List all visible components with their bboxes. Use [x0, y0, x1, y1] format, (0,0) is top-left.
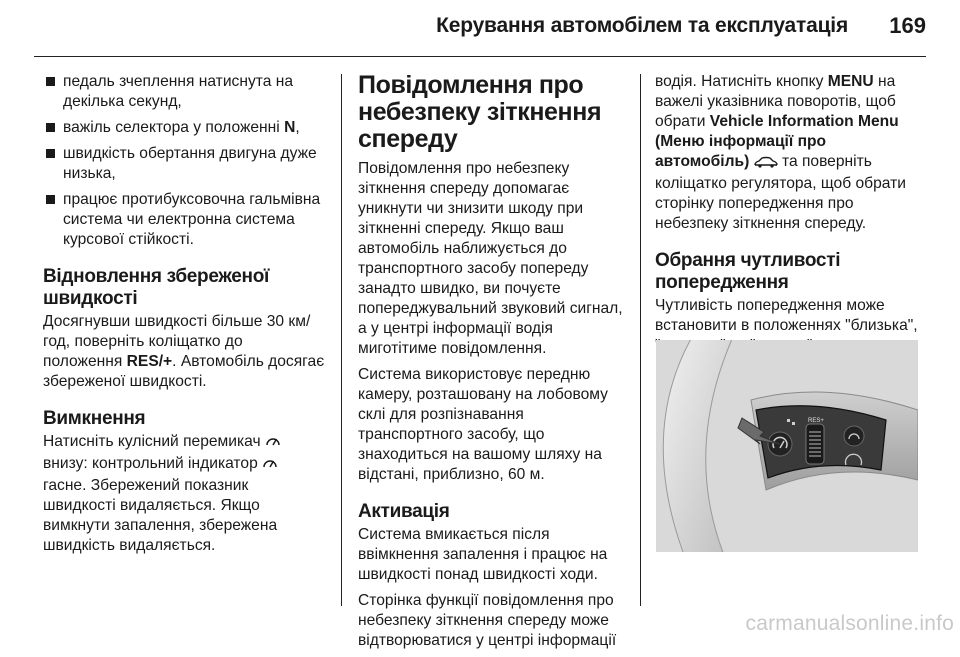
- paragraph: Повідомлення про небезпеку зіткнення спереду допомагає уникнути чи знизити шкоду при зіткненні спереду. Якщо ваш автомобіль наближується до транспортного засобу попереду занадто швидко, ви почуєте попереджувальний звуковий сигнал, а у центрі інформації водія миготітиме повідомлення.: [358, 160, 623, 357]
- wheel-button-label: RES+: [808, 418, 824, 424]
- list-item: педаль зчеплення натиснута на декілька секунд,: [43, 72, 325, 112]
- paragraph: Система вмикається після ввімкнення запалення і працює на швидкості понад швидкості ходи.: [358, 526, 608, 583]
- paragraph: Система використовує передню камеру, розташовану на лобовому склі для розпізнавання транспортного засобу, що знаходиться на вашому шляху на відстані, приблизно, 60 м.: [358, 366, 608, 483]
- section-title-resume: Відновлення збереженої швидкості: [43, 266, 270, 309]
- column-1: [43, 72, 325, 562]
- page-number: 169: [889, 13, 926, 38]
- paragraph: Досягнувши швидкості більше 30 км/год, поверніть коліщатко до положення RES/+. Автомобіль досягає збереженої швидкості.: [43, 313, 325, 390]
- steering-wheel-illustration: [656, 340, 918, 552]
- watermark: carmanualsonline.info: [745, 612, 954, 635]
- header-title: Керування автомобілем та експлуатація: [436, 14, 848, 37]
- vehicle-car-icon: [754, 154, 778, 174]
- section-title-off: Вимкнення: [43, 408, 146, 429]
- column-divider-2: [640, 74, 641, 606]
- cruise-control-icon: [265, 434, 281, 454]
- column-2: [358, 72, 628, 657]
- header-rule: [34, 56, 926, 57]
- section-title-fcw: Повідомлення про небезпеку зіткнення спереду: [358, 71, 602, 153]
- list-item: важіль селектора у положенні N,: [43, 118, 325, 138]
- paragraph: Чутливість попередження може встановити в положеннях "близька",: [655, 297, 918, 334]
- list-item: працює протибуксовочна гальмівна система чи електронна система курсової стійкості.: [43, 190, 325, 250]
- paragraph: водія. Натисніть кнопку MENU на важелі указівника поворотів, щоб обрати Vehicle Information Menu (Меню інформації про автомобіль) та поверніть коліщатко регулятора, щоб обрати сторінку попередження про небезпеку зіткнення спереду.: [655, 73, 906, 232]
- cruise-control-icon: [262, 456, 278, 476]
- paragraph: Натисніть кулісний перемикач внизу: контрольний індикатор гасне. Збережений показник швидкості видаляється. Якщо вимкнути запалення, збережена швидкість видаляється.: [43, 432, 325, 556]
- column-3: [655, 72, 923, 362]
- section-title-sensitivity: Обрання чутливості попередження: [655, 250, 841, 293]
- paragraph: Сторінка функції повідомлення про небезпеку зіткнення спереду може відтворюватися у центрі інформації: [358, 592, 617, 649]
- section-title-activation: Активація: [358, 501, 450, 522]
- steering-wheel-svg: [656, 340, 918, 552]
- list-item: швидкість обертання двигуна дуже низька,: [43, 144, 325, 184]
- column-divider-1: [341, 74, 342, 606]
